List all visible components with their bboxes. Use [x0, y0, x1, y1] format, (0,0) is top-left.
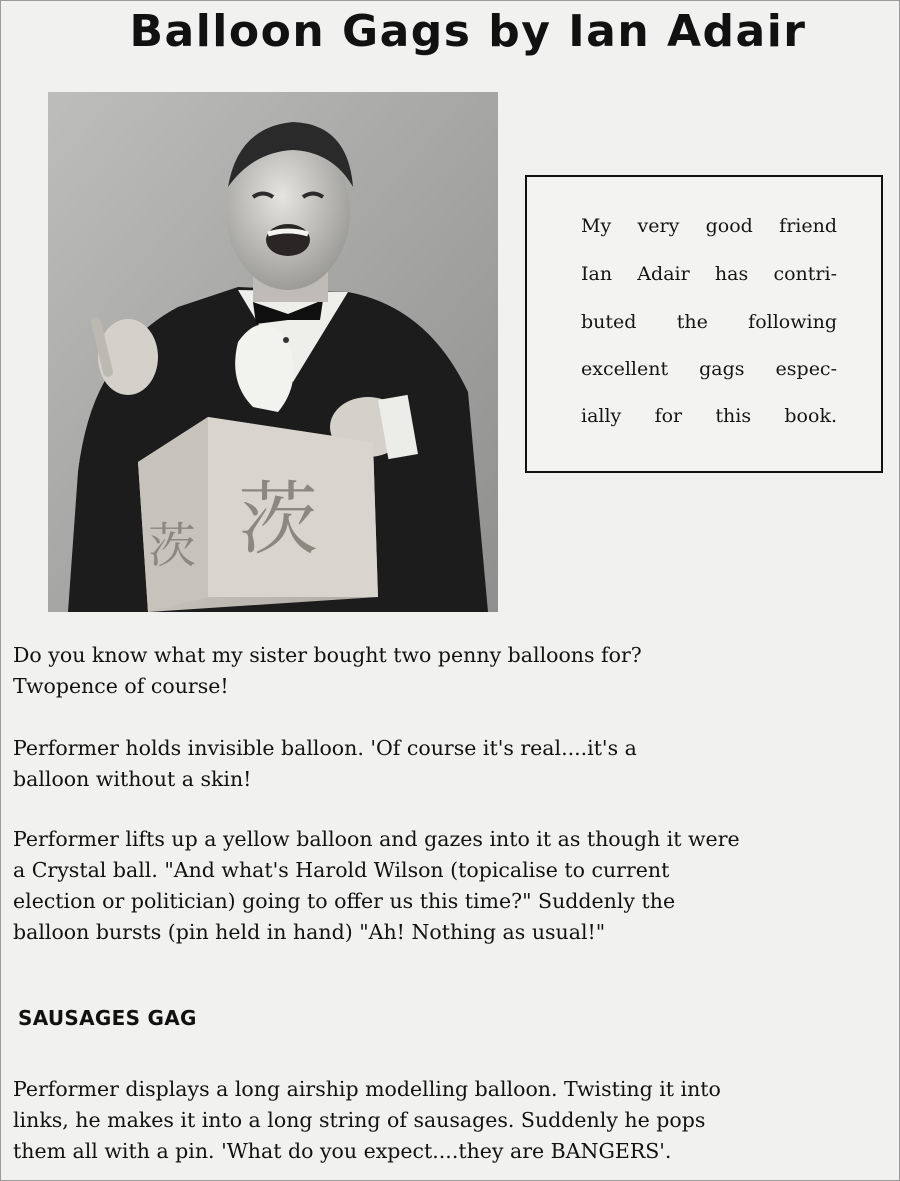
performer-illustration	[48, 92, 498, 612]
gag-line: Twopence of course!	[13, 674, 229, 698]
intro-callout-box	[525, 175, 883, 473]
box-glyph-front: 茨	[238, 473, 318, 566]
gag-line: balloon bursts (pin held in hand) "Ah! Nothing as usual!"	[13, 920, 606, 944]
performer-photo	[48, 92, 498, 612]
gag-line: Performer holds invisible balloon. 'Of course it's real....it's a	[13, 736, 637, 760]
gag-line: Performer lifts up a yellow balloon and gazes into it as though it were	[13, 827, 740, 851]
callout-line: My very good friend	[581, 215, 837, 237]
gag-line: election or politician) going to offer us this time?" Suddenly the	[13, 889, 676, 913]
gag-line: balloon without a skin!	[13, 767, 252, 791]
box-glyph-side: 茨	[148, 518, 197, 574]
gag-line: Do you know what my sister bought two penny balloons for?	[13, 643, 642, 667]
gag-paragraph	[13, 1074, 888, 1167]
gag-line: them all with a pin. 'What do you expect....they are BANGERS'.	[13, 1139, 672, 1163]
callout-line: buted the following	[581, 311, 837, 333]
callout-line: Ian Adair has contri-	[581, 263, 837, 285]
page-title: Balloon Gags by Ian Adair	[129, 6, 807, 57]
gag-paragraph	[13, 824, 888, 948]
gag-line: a Crystal ball. "And what's Harold Wilson (topicalise to current	[13, 858, 670, 882]
gag-paragraph	[13, 640, 888, 702]
gag-line: Performer displays a long airship modelling balloon. Twisting it into	[13, 1077, 721, 1101]
gag-paragraph	[13, 733, 888, 795]
callout-line: ially for this book.	[581, 405, 837, 427]
gag-line: links, he makes it into a long string of sausages. Suddenly he pops	[13, 1108, 706, 1132]
callout-line: excellent gags espec-	[581, 358, 837, 380]
section-heading: SAUSAGES GAG	[18, 1006, 197, 1030]
